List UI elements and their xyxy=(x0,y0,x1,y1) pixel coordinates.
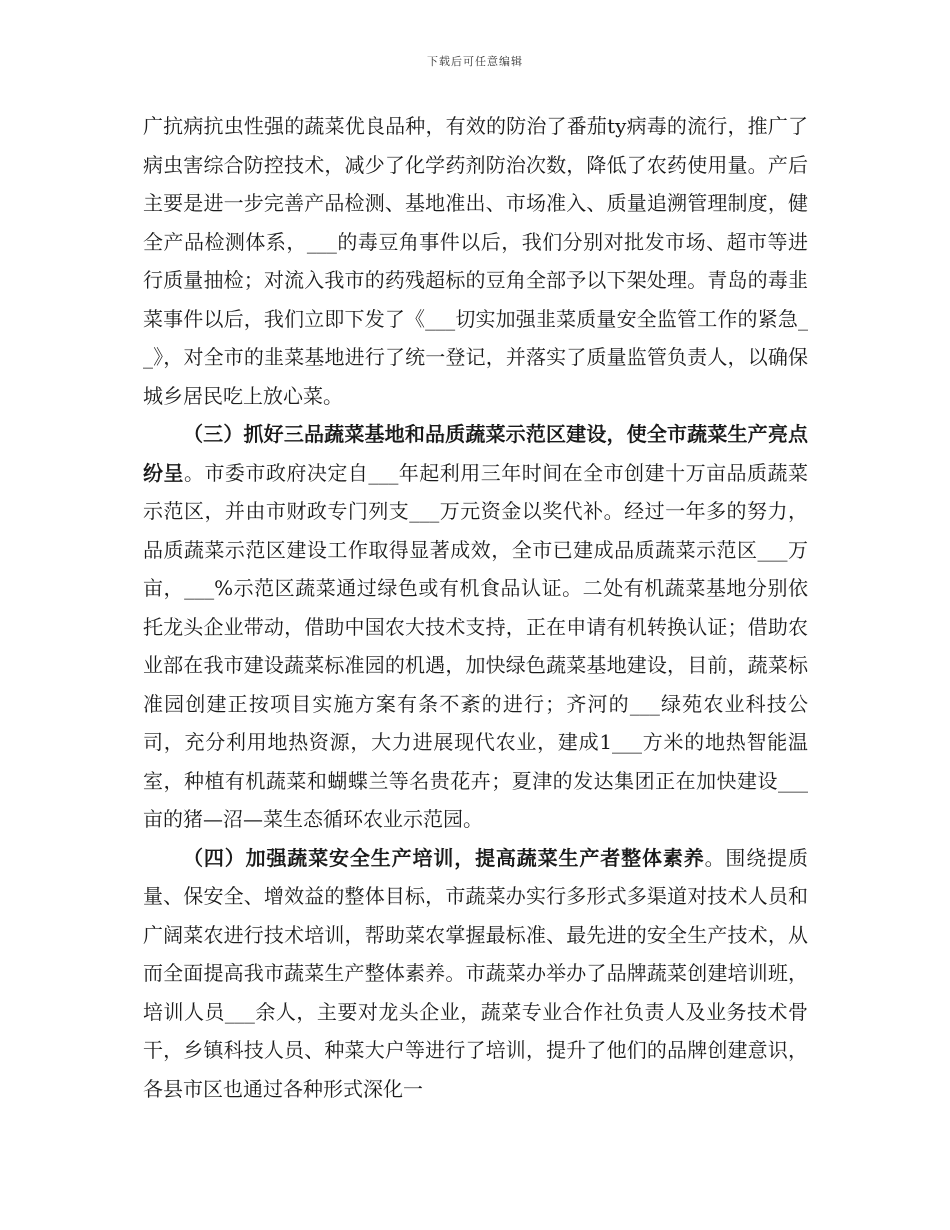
paragraph-2 xyxy=(143,415,808,839)
paragraph-3 xyxy=(143,839,808,1109)
section-heading-3: （三）抓好三品蔬菜基地和品质蔬菜示范区建设，使全市蔬菜生产亮点纷呈 xyxy=(143,422,808,485)
document-body xyxy=(143,107,808,1108)
paragraph-1 xyxy=(143,107,808,415)
paragraph-2-text: 。市委市政府决定自___年起利用三年时间在全市创建十万亩品质蔬菜示范区，并由市财政专门列支___万元资金以奖代补。经过一年多的努力，品质蔬菜示范区建设工作取得显著成效，全市已建成品质蔬菜示范区___万亩，___%示范区蔬菜通过绿色或有机食品认证。二处有机蔬菜基地分别依托龙头企业带动，借助中国农大技术支持，正在申请有机转换认证；借助农业部在我市建设蔬菜标准园的机遇，加快绿色蔬菜基地建设，目前，蔬菜标准园创建正按项目实施方案有条不紊的进行；齐河的___绿苑农业科技公司，充分利用地热资源，大力进展现代农业，建成1___方米的地热智能温室，种植有机蔬菜和蝴蝶兰等名贵花卉；夏津的发达集团正在加快建设___亩的猪—沼—菜生态循环农业示范园。 xyxy=(143,460,809,831)
section-heading-4: （四）加强蔬菜安全生产培训，提高蔬菜生产者整体素养 xyxy=(183,845,705,870)
paragraph-3-text: 。围绕提质量、保安全、增效益的整体目标，市蔬菜办实行多形式多渠道对技术人员和广阔菜农进行技术培训，帮助菜农掌握最标准、最先进的安全生产技术，从而全面提高我市蔬菜生产整体素养。市蔬菜办举办了品牌蔬菜创建培训班，培训人员___余人，主要对龙头企业，蔬菜专业合作社负责人及业务技术骨干，乡镇科技人员、种菜大户等进行了培训，提升了他们的品牌创建意识，各县市区也通过各种形式深化一 xyxy=(143,845,809,1101)
page-header: 下载后可任意编辑 xyxy=(427,55,523,68)
paragraph-1-text: 广抗病抗虫性强的蔬菜优良品种，有效的防治了番茄ty病毒的流行，推广了病虫害综合防控技术，减少了化学药剂防治次数，降低了农药使用量。产后主要是进一步完善产品检测、基地准出、市场准入、质量追溯管理制度，健全产品检测体系，___的毒豆角事件以后，我们分别对批发市场、超市等进行质量抽检；对流入我市的药残超标的豆角全部予以下架处理。青岛的毒韭菜事件以后，我们立即下发了《___切实加强韭菜质量安全监管工作的紧急__》，对全市的韭菜基地进行了统一登记，并落实了质量监管负责人，以确保城乡居民吃上放心菜。 xyxy=(143,114,808,408)
